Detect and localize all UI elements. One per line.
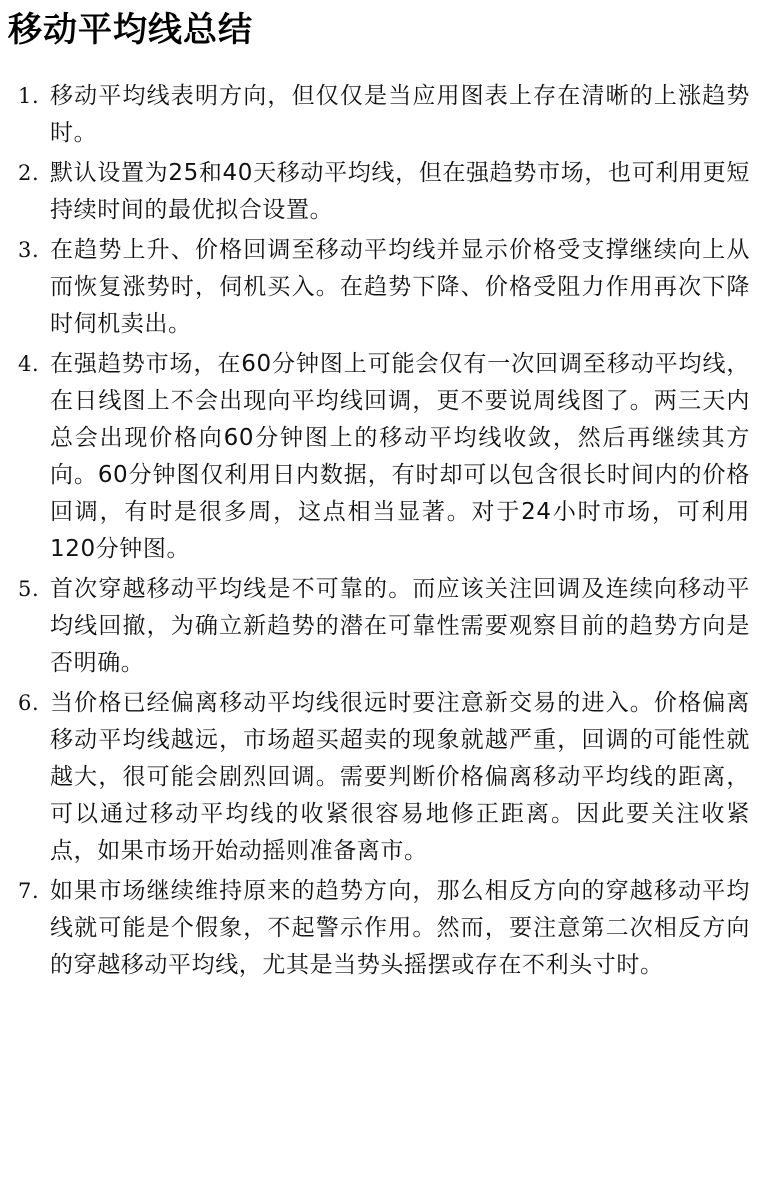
item-text: 在强趋势市场，在60分钟图上可能会仅有一次回调至移动平均线，在日线图上不会出现向平均线回调，更不要说周线图了。两三天内总会出现价格向60分钟图上的移动平均线收敛，然后再继续其方向。60分钟图仅利用日内数据，有时却可以包含很长时间内的价格回调，有时是很多周，这点相当显著。对于24小时市场，可利用120分钟图。 — [50, 351, 750, 562]
list-item — [14, 155, 754, 229]
item-number: 7. — [18, 879, 40, 903]
item-text: 默认设置为25和40天移动平均线，但在强趋势市场，也可利用更短持续时间的最优拟合设置。 — [50, 160, 750, 223]
item-text: 移动平均线表明方向，但仅仅是当应用图表上存在清晰的上涨趋势时。 — [50, 83, 750, 146]
item-text: 首次穿越移动平均线是不可靠的。而应该关注回调及连续向移动平均线回撤，为确立新趋势的潜在可靠性需要观察目前的趋势方向是否明确。 — [50, 576, 750, 676]
list-item — [14, 232, 754, 343]
item-number: 2. — [18, 161, 40, 185]
list-item — [14, 685, 754, 870]
item-number: 3. — [18, 238, 40, 262]
list-item — [14, 346, 754, 568]
item-number: 6. — [18, 691, 40, 715]
list-item — [14, 873, 754, 984]
page-title: 移动平均线总结 — [8, 10, 253, 50]
item-number: 4. — [18, 352, 40, 376]
list-item — [14, 571, 754, 682]
item-text: 当价格已经偏离移动平均线很远时要注意新交易的进入。价格偏离移动平均线越远，市场超买超卖的现象就越严重，回调的可能性就越大，很可能会剧烈回调。需要判断价格偏离移动平均线的距离，可以通过移动平均线的收紧很容易地修正距离。因此要关注收紧点，如果市场开始动摇则准备离市。 — [50, 690, 750, 864]
list-item — [14, 78, 754, 152]
item-number: 5. — [18, 577, 40, 601]
item-text: 在趋势上升、价格回调至移动平均线并显示价格受支撑继续向上从而恢复涨势时，伺机买入。在趋势下降、价格受阻力作用再次下降时伺机卖出。 — [50, 237, 750, 337]
summary-list — [14, 78, 754, 984]
item-number: 1. — [18, 84, 40, 108]
item-text: 如果市场继续维持原来的趋势方向，那么相反方向的穿越移动平均线就可能是个假象，不起警示作用。然而，要注意第二次相反方向的穿越移动平均线，尤其是当势头摇摆或存在不利头寸时。 — [50, 878, 750, 978]
